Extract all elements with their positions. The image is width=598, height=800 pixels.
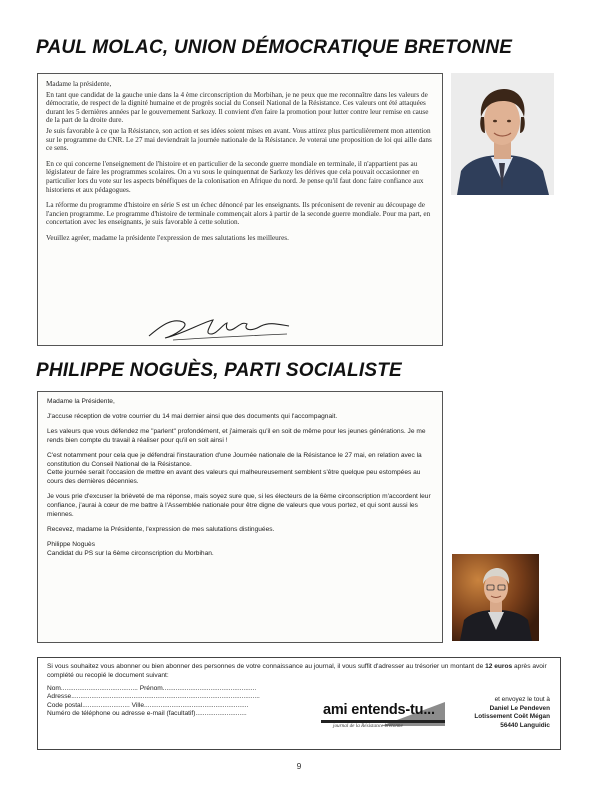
- subscription-form: [47, 685, 260, 719]
- treasurer-address: [474, 696, 550, 730]
- address-line: et envoyez le tout à: [494, 696, 550, 703]
- letter-signoff-name: Philippe Noguès: [47, 540, 96, 548]
- address-line: 56440 Languidic: [500, 721, 550, 729]
- letter-molac: [37, 73, 443, 346]
- subscription-intro-after: après avoir complété ou recopié le document suivant:: [47, 663, 547, 679]
- portrait-photo-nogues: [452, 554, 539, 641]
- letter-signoff-title: Candidat du PS sur la 6ème circonscription du Morbihan.: [47, 549, 214, 557]
- address-line: Lotissement Coët Mégan: [474, 713, 550, 721]
- phone-email-field[interactable]: Numéro de téléphone ou adresse e-mail (facultatif)............................: [47, 710, 247, 718]
- page-number: 9: [296, 761, 302, 771]
- subscription-box: [37, 657, 561, 750]
- handwritten-signature: [143, 314, 293, 342]
- letter-paragraph: Je suis favorable à ce que la Résistance, son action et ses idées soient mises en avant. Vous attirez plus particulièrement mon attention sur le programme du CNR. Le 27 mai deviendrait la journée nationale de la Résistance. Je voterai une proposition de loi qui aille dans ce sens.: [46, 126, 432, 153]
- letter-paragraph: C'est notamment pour cela que je défendrai l'instauration d'une Journée nationale de la Résistance le 27 mai, en relation avec la constitution du Conseil National de la Résistance.: [47, 451, 422, 468]
- letter-paragraph: Madame la Présidente,: [47, 398, 115, 405]
- postcode-city-field[interactable]: Code postal.......................... Ville.........................................................: [47, 701, 249, 709]
- letter-paragraph: La réforme du programme d'histoire en série S est un échec dénoncé par les enseignants. Ils préconisent de revenir au découpage de l'ancien programme. Le programme d'histoire de terminale commençait alors à partir de la seconde guerre mondiale. Pour ma part, en concertation avec les enseignants, je suis favorable à cette solution.: [46, 201, 431, 227]
- portrait-photo-molac: [451, 73, 554, 195]
- letter-paragraph: Je vous prie d'excuser la brièveté de ma réponse, mais soyez sure que, si les électeurs de la 6ème circonscription m'accordent leur confiance, j'aurai à cœur de me battre à l'Assemblée nationale pour être digne de valeurs que vous portez, et qui sont aussi les miennes.: [47, 493, 431, 519]
- letter-nogues: [37, 391, 443, 643]
- address-field[interactable]: Adresse.......................................................................................................: [47, 693, 260, 701]
- subscription-amount: 12 euros: [485, 663, 513, 670]
- address-line: Daniel Le Pendeven: [489, 704, 550, 712]
- letter-paragraph: Recevez, madame la Présidente, l'expression de mes salutations distinguées.: [47, 525, 275, 533]
- letter-paragraph: Madame la présidente,: [46, 80, 112, 88]
- journal-logo-title: ami entends-tu...: [323, 702, 435, 718]
- letter-paragraph: Les valeurs que vous défendez me "parlent" profondément, et j'aimerais qu'il en soit de même pour les jeunes générations. Je me rends bien compte du travail à réaliser pour qu'il en soit ainsi !: [47, 427, 426, 444]
- journal-logo-subtitle: journal de la Résistance bretonne: [333, 723, 403, 729]
- letter-paragraph: J'accuse réception de votre courrier du 14 mai dernier ainsi que des documents qui l'accompagnait.: [47, 412, 338, 420]
- letter-paragraph: Veuillez agréer, madame la présidente l'expression de mes salutations les meilleures.: [46, 233, 289, 242]
- section-heading-molac: PAUL MOLAC, UNION DÉMOCRATIQUE BRETONNE: [36, 37, 513, 58]
- subscription-intro-before: Si vous souhaitez vous abonner ou bien abonner des personnes de votre connaissance au journal, il vous suffit d'adresser au trésorier un montant de: [47, 663, 486, 670]
- letter-paragraph: En tant que candidat de la gauche unie dans la 4 ème circonscription du Morbihan, je ne peux que me reconnaître dans les valeurs de démocratie, de respect de la dignité humaine et de progrès social du Conseil National de la Résistance. Ces valeurs ont été attaquées durant les 5 dernières années par le gouvernement Sarkozy. Il convient d'en faire la promotion pour lutter contre leur remise en cause de la part de la droite dure.: [46, 90, 429, 125]
- letter-paragraph: En ce qui concerne l'enseignement de l'histoire et en particulier de la seconde guerre mondiale en terminale, il n'appartient pas au législateur de faire les programmes scolaires. On a vu sous le quinquennat de Sarkozy les dérives que cela pouvait occasionner en particulier lors du vote sur les aspects bénéfiques de la colonisation en Afrique du nord. Je pense qu'il faut donc faire confiance aux historiens et aux pédagogues.: [46, 159, 424, 194]
- name-field[interactable]: Nom.......................................... Prénom...................................................: [47, 685, 257, 692]
- subscription-intro: [47, 663, 552, 680]
- section-heading-nogues: PHILIPPE NOGUÈS, PARTI SOCIALISTE: [36, 360, 402, 381]
- journal-logo: [321, 696, 477, 740]
- letter-paragraph: Cette journée serait l'occasion de mettre en avant des valeurs qui malheureusement semblent s'être quelque peu estompées au cours des dernières décennies.: [47, 469, 421, 486]
